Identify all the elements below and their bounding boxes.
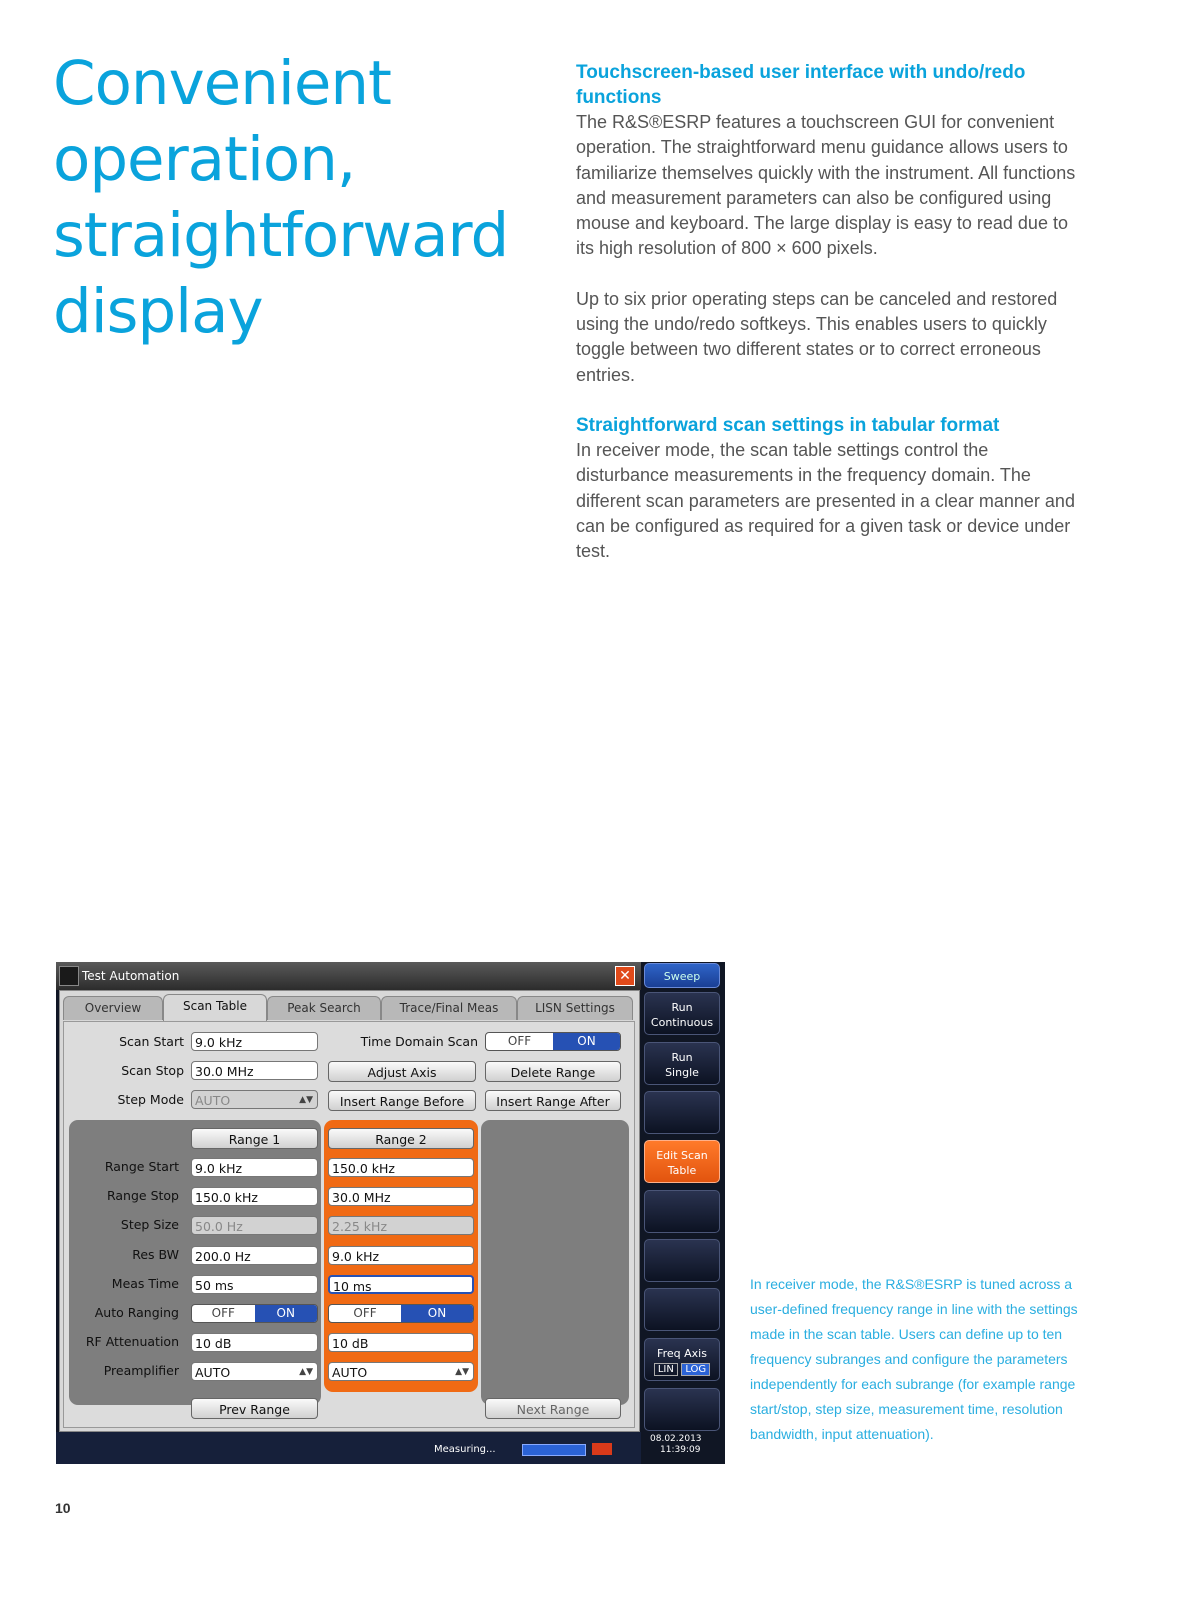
softkey-freq-axis[interactable] <box>644 1338 720 1381</box>
softkey-edit-scan-table[interactable] <box>644 1140 720 1183</box>
range-2-auto-ranging-toggle[interactable] <box>328 1304 474 1323</box>
range-2-rf-attenuation-field[interactable]: 10 dB <box>328 1333 474 1352</box>
tab-overview[interactable]: Overview <box>63 996 163 1020</box>
rf-attenuation-label: RF Attenuation <box>85 1334 179 1349</box>
scan-start-label: Scan Start <box>119 1034 184 1049</box>
adjust-axis-button[interactable]: Adjust Axis <box>328 1061 476 1082</box>
window-title: Test Automation <box>82 969 180 983</box>
meas-time-label: Meas Time <box>111 1276 179 1291</box>
range-1-auto-ranging-toggle[interactable] <box>191 1304 318 1323</box>
range-2-preamplifier-select[interactable] <box>328 1362 474 1381</box>
select-arrows-icon: ▲▼ <box>299 1367 313 1377</box>
range-2-res-bw-field[interactable]: 9.0 kHz <box>328 1246 474 1265</box>
status-indicator-icon <box>592 1443 612 1455</box>
toggle-off: OFF <box>353 1306 377 1320</box>
paragraph-undo-redo: Up to six prior operating steps can be canceled and restored using the undo/redo softkeys. This enables users to quickly toggle between two different states or to correct erroneous entries. <box>576 288 1058 385</box>
app-icon <box>59 966 79 986</box>
section-heading-touchscreen: Touchscreen-based user interface with undo/redo functions <box>576 62 1026 108</box>
range-1-preamplifier-select[interactable] <box>191 1362 318 1381</box>
toggle-on: ON <box>255 1305 318 1322</box>
softkey-empty-3[interactable] <box>644 1239 720 1282</box>
softkey-label: Edit Scan <box>656 1149 708 1162</box>
instrument-screenshot <box>56 962 725 1464</box>
range-2-stop-field[interactable]: 30.0 MHz <box>328 1187 474 1206</box>
time-domain-scan-label: Time Domain Scan <box>360 1034 478 1049</box>
close-icon[interactable]: ✕ <box>615 966 635 986</box>
softkey-run-continuous[interactable] <box>644 992 720 1035</box>
range-1-start-field[interactable]: 9.0 kHz <box>191 1158 318 1177</box>
softkey-sweep-header: Sweep <box>644 963 720 988</box>
tab-scan-table[interactable]: Scan Table <box>163 994 267 1021</box>
status-bar <box>56 1432 702 1464</box>
res-bw-label: Res BW <box>132 1247 179 1262</box>
step-size-label: Step Size <box>120 1217 179 1232</box>
range-1-step-size-field[interactable]: 50.0 Hz <box>191 1216 318 1235</box>
range-2-start-field[interactable]: 150.0 kHz <box>328 1158 474 1177</box>
scan-stop-field[interactable]: 30.0 MHz <box>191 1061 318 1080</box>
tab-lisn-settings[interactable]: LISN Settings <box>517 996 633 1020</box>
softkey-empty-5[interactable] <box>644 1388 720 1431</box>
softkey-empty-4[interactable] <box>644 1288 720 1331</box>
softkey-empty-2[interactable] <box>644 1190 720 1233</box>
headline-line-2: operation, <box>53 124 356 195</box>
range-stop-label: Range Stop <box>106 1188 179 1203</box>
range-1-preamplifier-value: AUTO <box>195 1365 231 1380</box>
measuring-status: Measuring... <box>434 1444 496 1455</box>
softkey-label: Table <box>667 1164 697 1177</box>
scan-stop-label: Scan Stop <box>121 1063 184 1078</box>
freq-axis-lin[interactable]: LIN <box>654 1363 678 1376</box>
insert-range-after-button[interactable]: Insert Range After <box>485 1090 621 1111</box>
softkey-label: Freq Axis <box>657 1347 707 1360</box>
section-heading-scan-settings: Straightforward scan settings in tabular format <box>576 414 1000 436</box>
page-headline <box>53 46 523 350</box>
step-mode-select[interactable] <box>191 1090 318 1109</box>
range-1-res-bw-field[interactable]: 200.0 Hz <box>191 1246 318 1265</box>
range-2-header[interactable]: Range 2 <box>328 1128 474 1149</box>
range-1-stop-field[interactable]: 150.0 kHz <box>191 1187 318 1206</box>
headline-line-4: display <box>53 276 263 347</box>
toggle-off: OFF <box>507 1034 532 1048</box>
softkey-run-single[interactable] <box>644 1042 720 1085</box>
scan-start-field[interactable]: 9.0 kHz <box>191 1032 318 1051</box>
status-date: 08.02.2013 <box>650 1434 702 1444</box>
select-arrows-icon: ▲▼ <box>299 1095 313 1105</box>
progress-bar <box>522 1444 586 1456</box>
range-1-meas-time-field[interactable]: 50 ms <box>191 1275 318 1294</box>
time-domain-scan-toggle[interactable] <box>485 1032 621 1051</box>
softkey-label: Continuous <box>650 1016 714 1029</box>
insert-range-before-button[interactable]: Insert Range Before <box>328 1090 476 1111</box>
softkey-label: Run <box>671 1051 693 1064</box>
select-arrows-icon: ▲▼ <box>455 1367 469 1377</box>
softkey-label: Single <box>665 1066 699 1079</box>
tab-trace-final-meas[interactable]: Trace/Final Meas <box>381 996 517 1020</box>
prev-range-button[interactable]: Prev Range <box>191 1398 318 1419</box>
softkey-label: Run <box>671 1001 693 1014</box>
scan-dialog <box>59 990 640 1432</box>
freq-axis-log[interactable]: LOG <box>681 1363 710 1376</box>
range-2-meas-time-field[interactable]: 10 ms <box>328 1275 474 1294</box>
dialog-titlebar <box>56 962 641 990</box>
figure-caption: In receiver mode, the R&S®ESRP is tuned across a user-defined frequency range in line with the settings made in the scan table. Users can define up to ten frequency subranges and configure the parameters independently for each subrange (for example range start/stop, step size, measurement time, resolution bandwidth, input attenuation). <box>750 1276 1078 1442</box>
auto-ranging-label: Auto Ranging <box>94 1305 179 1320</box>
range-1-header[interactable]: Range 1 <box>191 1128 318 1149</box>
status-time: 11:39:09 <box>660 1445 701 1455</box>
headline-line-1: Convenient <box>53 48 391 119</box>
toggle-on: ON <box>553 1033 620 1050</box>
tab-peak-search[interactable]: Peak Search <box>267 996 381 1020</box>
toggle-off: OFF <box>211 1306 235 1320</box>
step-mode-value: AUTO <box>195 1093 231 1108</box>
range-2-preamplifier-value: AUTO <box>332 1365 368 1380</box>
scan-table-pane <box>63 1021 635 1428</box>
range-1-rf-attenuation-field[interactable]: 10 dB <box>191 1333 318 1352</box>
paragraph-touchscreen: The R&S®ESRP features a touchscreen GUI for convenient operation. The straightforward menu guidance allows users to familiarize themselves quickly with the instrument. All functions and measurement parameters can also be configured using mouse and keyboard. The large display is easy to read due to its high resolution of 800 × 600 pixels. <box>576 112 1076 259</box>
toggle-on: ON <box>401 1305 473 1322</box>
range-2-step-size-field[interactable]: 2.25 kHz <box>328 1216 474 1235</box>
softkey-bar <box>642 962 725 1464</box>
range-start-label: Range Start <box>104 1159 179 1174</box>
empty-range-group <box>481 1120 629 1405</box>
headline-line-3: straightforward <box>53 200 509 271</box>
preamplifier-label: Preamplifier <box>103 1363 179 1378</box>
page-number: 10 <box>55 1500 71 1516</box>
delete-range-button[interactable]: Delete Range <box>485 1061 621 1082</box>
softkey-empty-1[interactable] <box>644 1091 720 1134</box>
body-column <box>576 60 1086 589</box>
next-range-button[interactable]: Next Range <box>485 1398 621 1419</box>
step-mode-label: Step Mode <box>117 1092 184 1107</box>
paragraph-scan-settings: In receiver mode, the scan table settings control the disturbance measurements in the frequency domain. The different scan parameters are presented in a clear manner and can be configured as required for a given task or device under test. <box>576 439 1075 562</box>
